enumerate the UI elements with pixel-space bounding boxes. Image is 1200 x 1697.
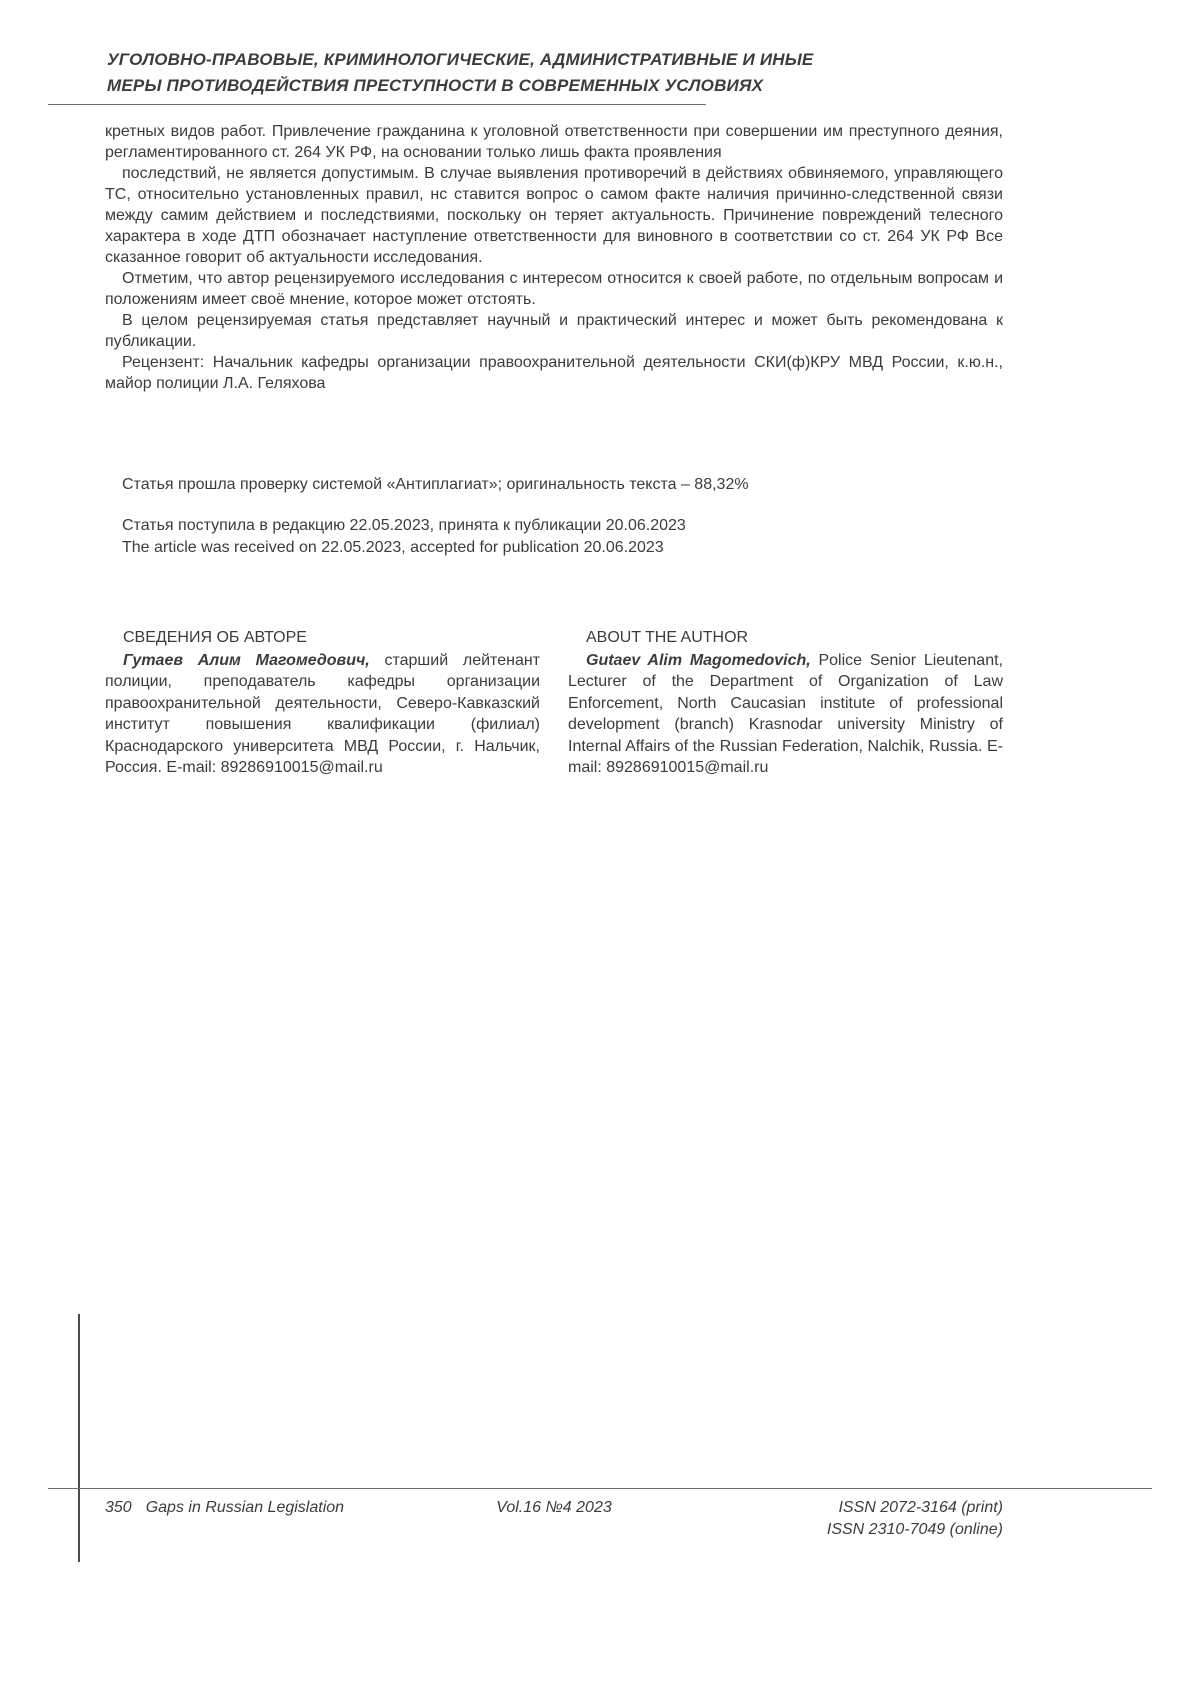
body-paragraph: Отметим, что автор рецензируемого исследования с интересом относится к своей работе, по отдельным вопросам и положениям имеет своё мнение, которое может отстоять.: [105, 270, 1003, 308]
article-notes: [105, 474, 1003, 559]
running-header-line1: УГОЛОВНО-ПРАВОВЫЕ, КРИМИНОЛОГИЧЕСКИЕ, АДМИНИСТРАТИВНЫЕ И ИНЫЕ: [107, 50, 814, 69]
author-heading-en: ABOUT THE AUTHOR: [586, 629, 749, 646]
page-number: 350: [105, 1499, 132, 1516]
received-date-en: The article was received on 22.05.2023, accepted for publication 20.06.2023: [122, 539, 664, 556]
page-footer: [105, 1497, 1003, 1541]
footer-right: [704, 1497, 1003, 1541]
header-rule: [48, 104, 706, 105]
author-heading-ru: СВЕДЕНИЯ ОБ АВТОРЕ: [123, 629, 307, 646]
author-info-section: [105, 627, 1003, 779]
footer-left: [105, 1497, 404, 1519]
reviewer-paragraph: Рецензент: Начальник кафедры организации правоохранительной деятельности СКИ(ф)КРУ МВД России, к.ю.н., майор полиции Л.А. Геляхова: [105, 354, 1003, 392]
journal-name: Gaps in Russian Legislation: [145, 1499, 345, 1516]
author-name-ru: Гутаев Алим Магомедович,: [123, 651, 370, 669]
issn-online: ISSN 2310-7049 (online): [826, 1521, 1003, 1538]
body-paragraph: кретных видов работ. Привлечение гражданина к уголовной ответственности при совершении им преступного деяния, регламентированного ст. 264 УК РФ, на основании только лишь факта проявления: [105, 123, 1003, 161]
author-details-ru: старший лейтенант полиции, преподаватель кафедры организации правоохранительной деятельности, Северо-Кавказский институт повышения квалификации (филиал) Краснодарского университета МВД России, г. Нальчик, Россия. E-mail: 89286910015@mail.ru: [105, 651, 540, 776]
left-vertical-rule: [78, 1314, 80, 1562]
author-info-ru: [105, 627, 540, 779]
author-details-en: Police Senior Lieutenant, Lecturer of the Department of Organization of Law Enforcement, North Caucasian institute of professional development (branch) Krasnodar university Ministry of Internal Affairs of the Russian Federation, Nalchik, Russia. E-mail: 89286910015@mail.ru: [568, 651, 1003, 776]
author-info-en: [568, 627, 1003, 779]
body-paragraph: В целом рецензируемая статья представляет научный и практический интерес и может быть рекомендована к публикации.: [105, 312, 1003, 350]
author-paragraph-en: [568, 650, 1003, 779]
running-header: [107, 47, 1007, 99]
issn-print: ISSN 2072-3164 (print): [838, 1499, 1003, 1516]
volume-issue: Vol.16 №4 2023: [496, 1499, 612, 1516]
author-name-en: Gutaev Alim Magomedovich,: [586, 651, 811, 669]
received-date-ru: Статья поступила в редакцию 22.05.2023, принята к публикации 20.06.2023: [122, 517, 686, 534]
article-body: [105, 121, 1003, 394]
author-paragraph-ru: [105, 650, 540, 779]
footer-rule: [48, 1488, 1152, 1489]
body-paragraph: последствий, не является допустимым. В случае выявления противоречий в действиях обвиняемого, управляющего ТС, относительно установленных правил, нс ставится вопрос о самом факте наличия причинно-следственной связи между самим действием и последствиями, поскольку он теряет актуальность. Причинение повреждений телесного характера в ходе ДТП обозначает наступление ответственности для виновного в соответствии со ст. 264 УК РФ Все сказанное говорит об актуальности исследования.: [105, 165, 1003, 266]
running-header-line2: МЕРЫ ПРОТИВОДЕЙСТВИЯ ПРЕСТУПНОСТИ В СОВРЕМЕННЫХ УСЛОВИЯХ: [107, 76, 764, 95]
antiplagiat-note: Статья прошла проверку системой «Антиплагиат»; оригинальность текста – 88,32%: [122, 476, 749, 493]
